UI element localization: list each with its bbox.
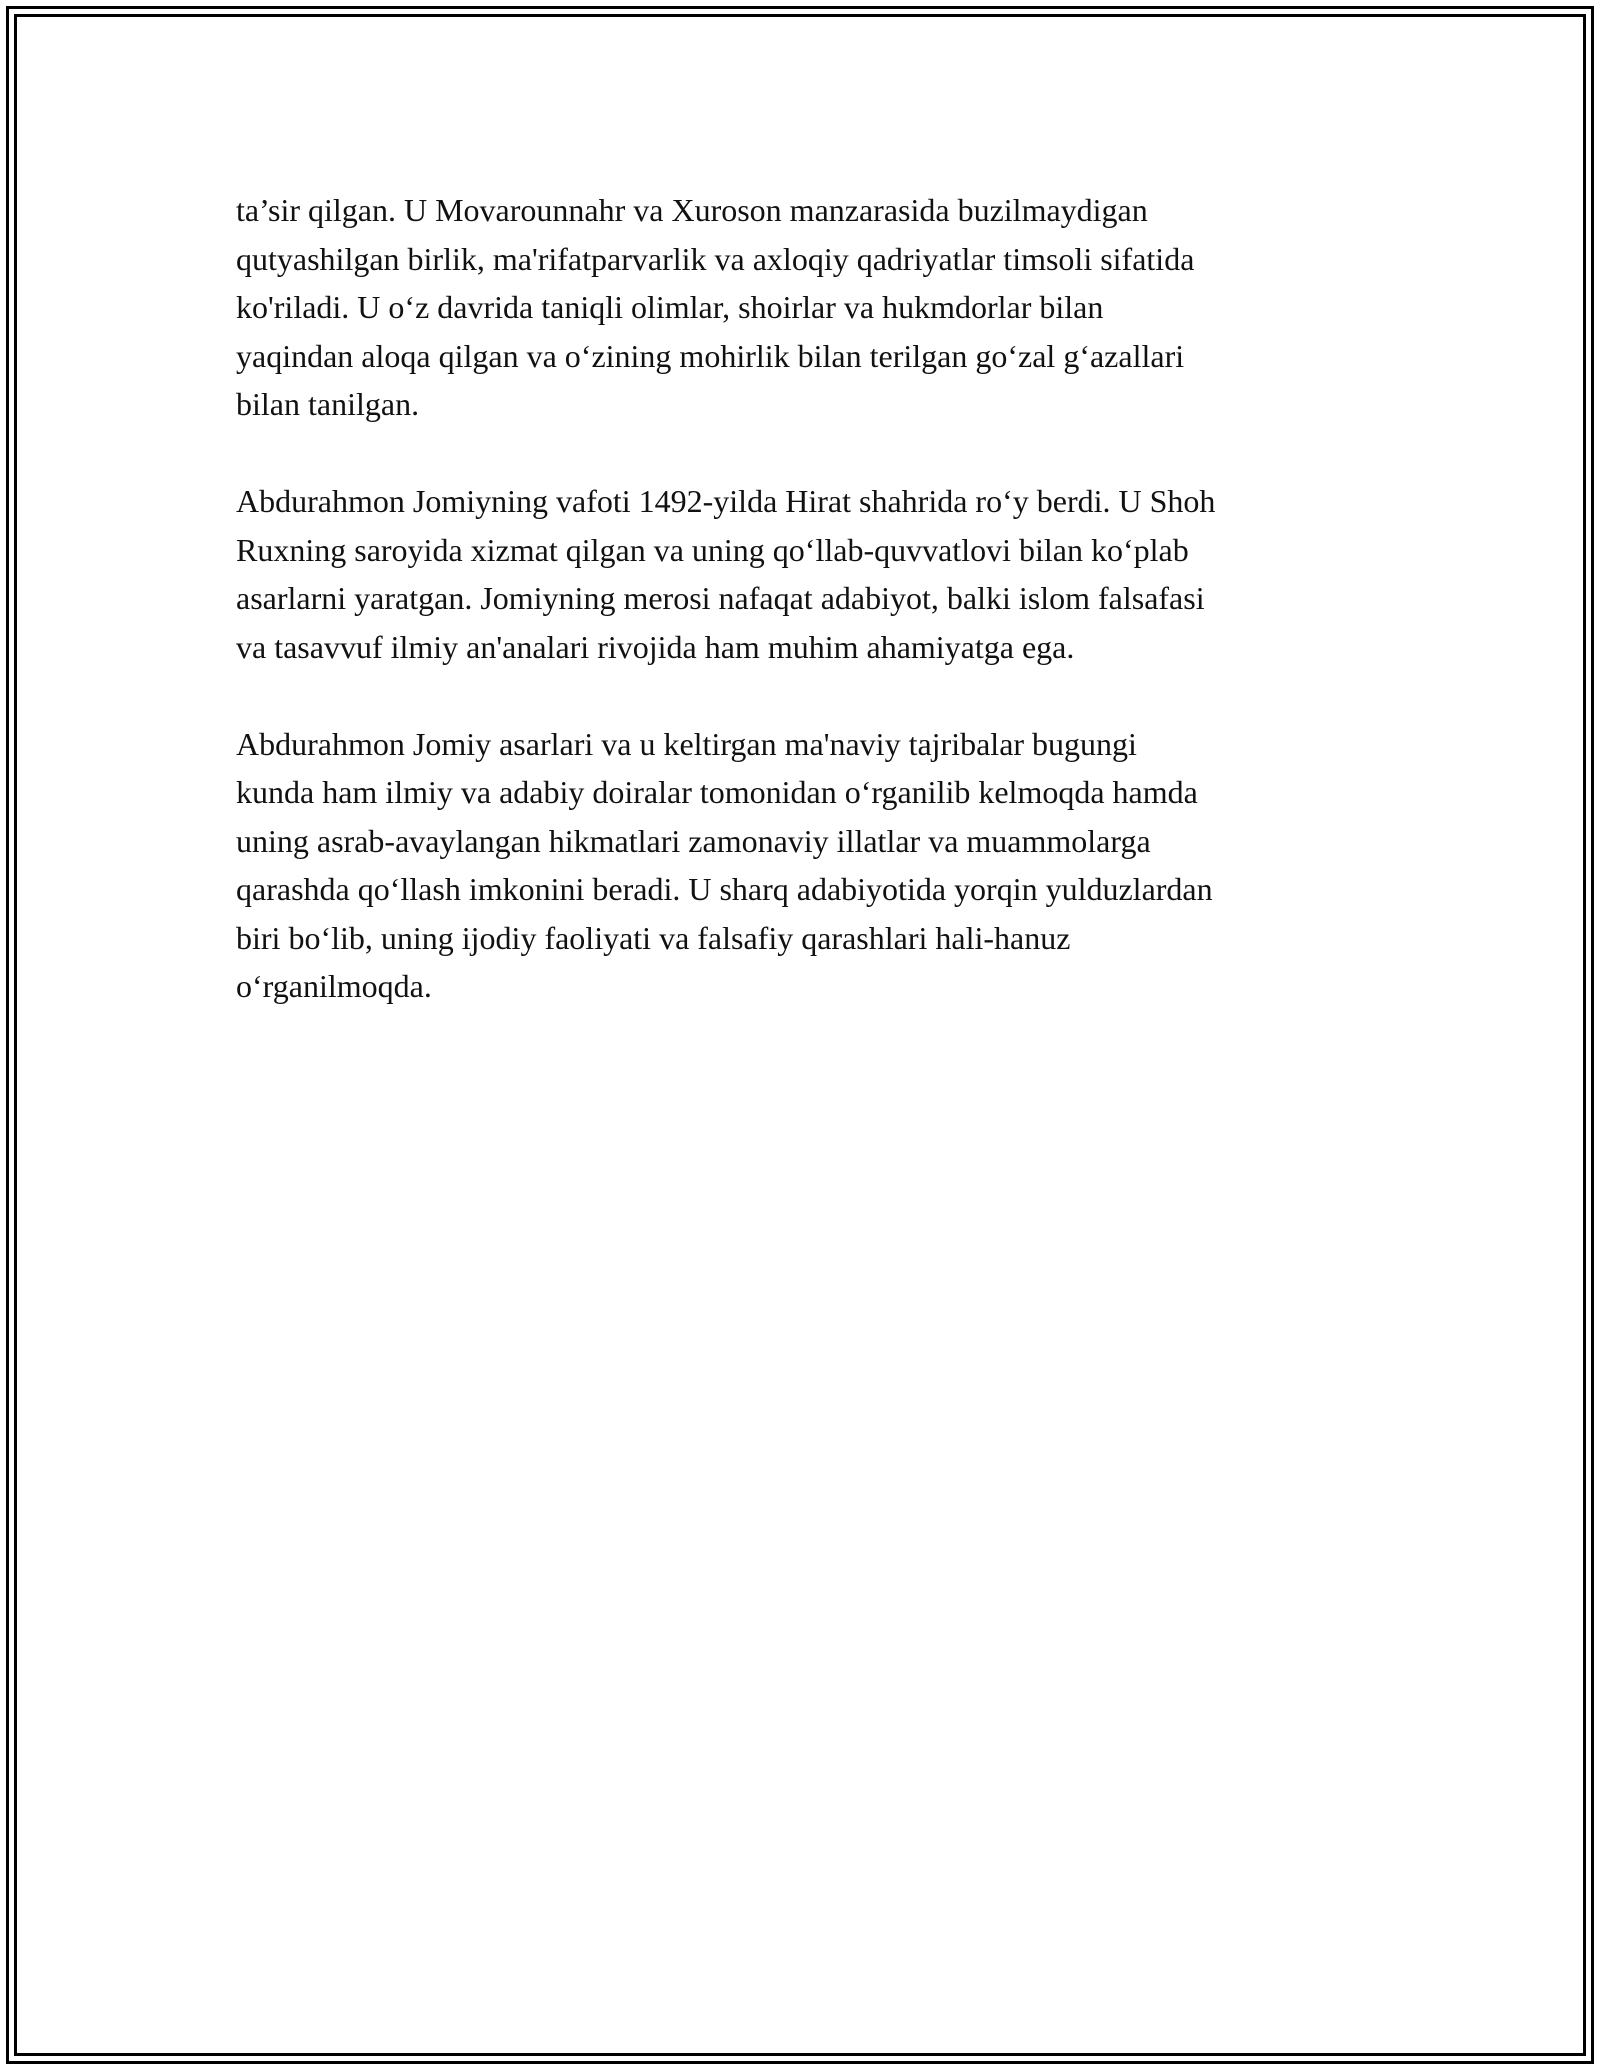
paragraph-2: Abdurahmon Jomiyning vafoti 1492-yilda Hirat shahrida ro‘y berdi. U Shoh Ruxning saroyida xizmat qilgan va uning qo‘llab-quvvatlovi bilan ko‘plab asarlarni yaratgan. Jomiyning merosi nafaqat adabiyot, balki islom falsafasi va tasavvuf ilmiy an'analari rivojida ham muhim ahamiyatga ega. <box>236 483 1216 665</box>
paragraph-3: Abdurahmon Jomiy asarlari va u keltirgan ma'naviy tajribalar bugungi kunda ham ilmiy va adabiy doiralar tomonidan o‘rganilib kelmoqda hamda uning asrab-avaylangan hikmatlari zamonaviy illatlar va muammolarga qarashda qo‘llash imkonini beradi. U sharq adabiyotida yorqin yulduzlardan biri bo‘lib, uning ijodiy faoliyati va falsafiy qarashlari hali-hanuz o‘rganilmoqda. <box>236 725 1213 1004</box>
paragraph-1: ta’sir qilgan. U Movarounnahr va Xuroson manzarasida buzilmaydigan qutyashilgan birlik, ma'rifatparvarlik va axloqiy qadriyatlar timsoli sifatida ko'riladi. U o‘z davrida taniqli olimlar, shoirlar va hukmdorlar bilan yaqindan aloqa qilgan va o‘zining mohirlik bilan terilgan go‘zal g‘azallari bilan tanilgan. <box>236 192 1195 422</box>
document-body <box>236 186 1366 1059</box>
